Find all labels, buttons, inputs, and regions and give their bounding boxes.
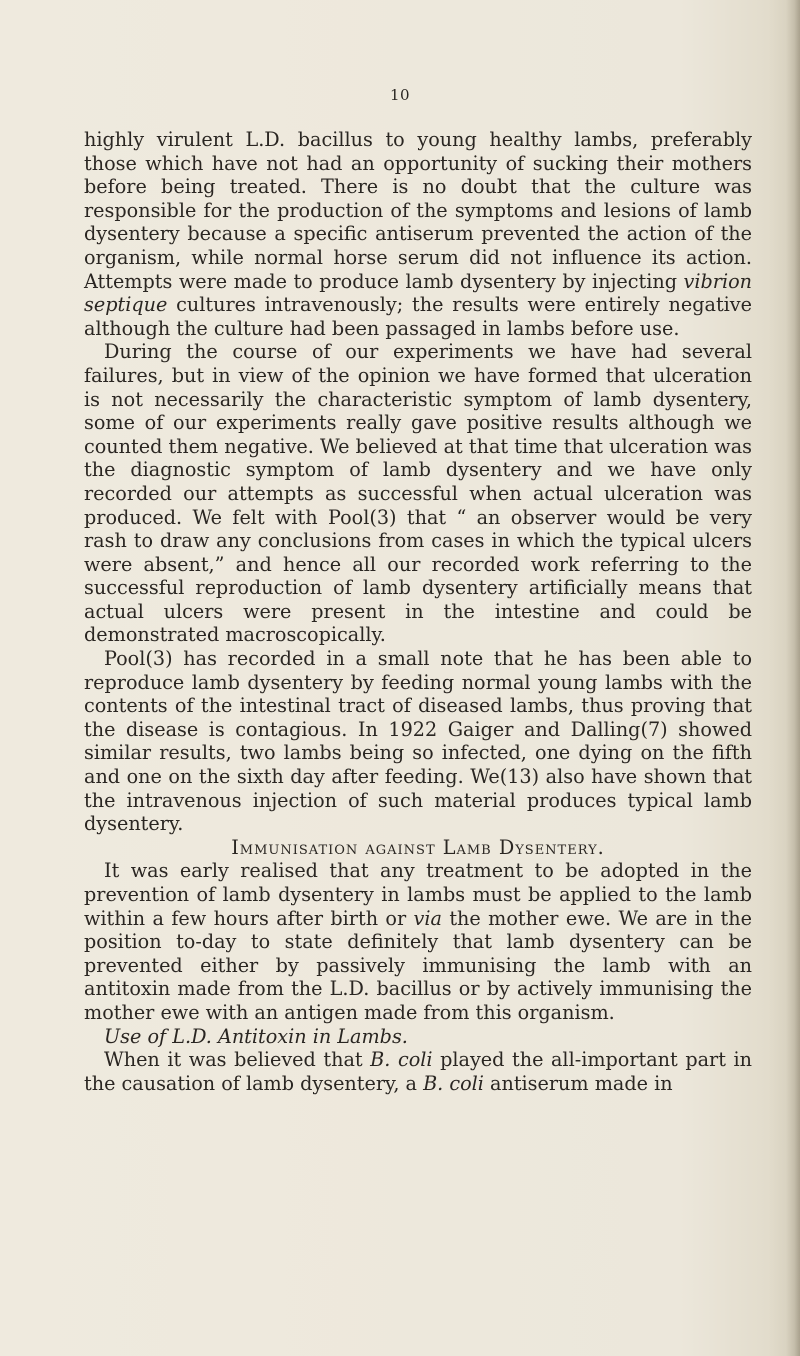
paragraph-5-text-mid: played the all-important part in the causation of lamb dysentery, a [84,1048,752,1095]
page-edge-shadow [786,0,800,1356]
b-coli-italic-2: B. coli [423,1071,484,1095]
paragraph-5-text-end: antiserum made in [483,1071,673,1095]
paragraph-1-text: highly virulent L.D. bacillus to young healthy lambs, preferably those which have not had an opportunity of sucking their mothers before being treated. There is no doubt that the culture was responsible for the production of the symptoms and lesions of lamb dysentery because a specific antiserum prevented the action of the organism, while normal horse serum did not influence its action. Attempts were made to produce lamb dysentery by injecting [84,128,752,293]
paragraph-5 [84,1048,752,1095]
paragraph-2: During the course of our experiments we have had several failures, but in view of the opinion we have formed that ulceration is not necessarily the characteristic symptom of lamb dysentery, some of our experiments really gave positive results although we counted them negative. We believed at that time that ulceration was the diagnostic symptom of lamb dysentery and we have only recorded our attempts as successful when actual ulceration was produced. We felt with Pool(3) that “ an observer would be very rash to draw any conclusions from cases in which the typical ulcers were absent,” and hence all our recorded work referring to the successful reproduction of lamb dysentery artificially means that actual ulcers were present in the intestine and could be demonstrated macroscopically. [84,340,752,647]
paragraph-4-text-end: the mother ewe. We are in the position to-day to state definitely that lamb dysentery can be prevented either by passively immunising the lamb with an antitoxin made from the L.D. bacillus or by actively immunising the mother ewe with an antigen made from this organism. [84,906,752,1024]
paragraph-3: Pool(3) has recorded in a small note that he has been able to reproduce lamb dysentery by feeding normal young lambs with the contents of the intestinal tract of diseased lambs, thus proving that the disease is contagious. In 1922 Gaiger and Dalling(7) showed similar results, two lambs being so infected, one dying on the fifth and one on the sixth day after feeding. We(13) also have shown that the intravenous injection of such material produces typical lamb dysentery. [84,647,752,836]
organism-name-italic: vibrion septique [84,269,752,317]
paragraph-4-text: It was early realised that any treatment to be adopted in the prevention of lamb dysentery in lambs must be applied to the lamb within a few hours after birth or [84,859,752,930]
page-number: 10 [389,86,411,104]
paragraph-4 [84,859,752,1024]
paragraph-5-text: When it was believed that [104,1048,371,1072]
paragraph-1-text-end: cultures intravenously; the results were entirely negative although the culture had been passaged in lambs before use. [84,293,752,340]
b-coli-italic-1: B. coli [370,1048,433,1072]
via-italic: via [413,906,442,930]
section-heading: Immunisation against Lamb Dysentery. [231,835,605,859]
subheading: Use of L.D. Antitoxin in Lambs. [104,1024,408,1048]
body-text [84,128,752,1095]
paragraph-1 [84,128,752,340]
